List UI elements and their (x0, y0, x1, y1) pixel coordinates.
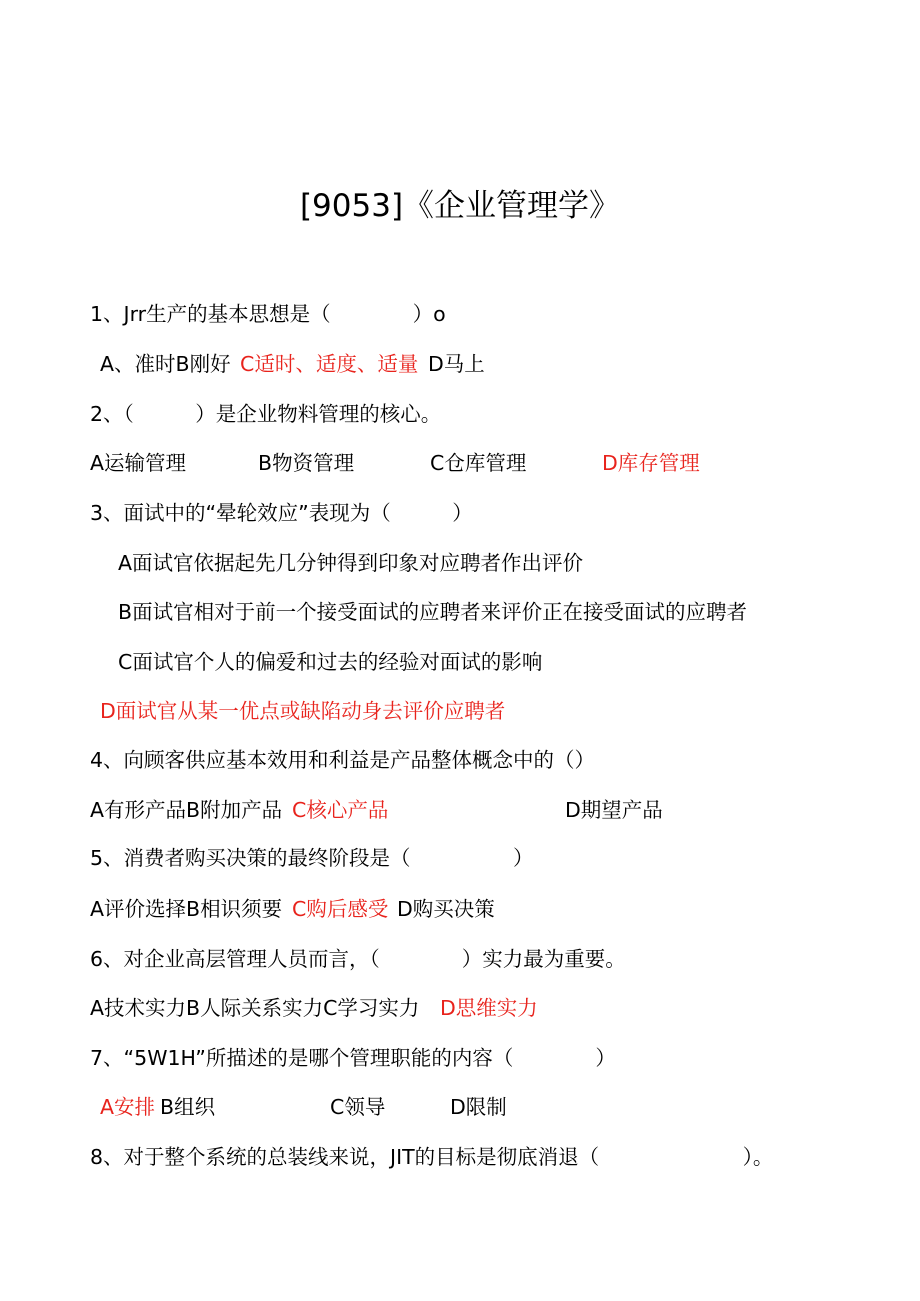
question-3-stem: 3、面试中的“晕轮效应”表现为（ ） (90, 501, 473, 525)
question-4-stem: 4、向顾客供应基本效用和利益是产品整体概念中的（） (90, 748, 596, 772)
question-3-option-c: C面试官个人的偏爱和过去的经验对面试的影响 (118, 650, 543, 674)
question-7-option-d: D限制 (450, 1095, 507, 1119)
question-7-stem: 7、“5W1H”所描述的是哪个管理职能的内容（ ） (90, 1046, 616, 1070)
document-title: [9053]《企业管理学》 (299, 188, 621, 224)
question-1-option-c-answer: C适时、适度、适量 (240, 352, 419, 376)
question-8-stem: 8、对于整个系统的总装线来说，JIT的目标是彻底消退（ ）。 (90, 1145, 774, 1169)
question-5-stem: 5、消费者购买决策的最终阶段是（ ） (90, 846, 534, 870)
question-4-option-d: D期望产品 (565, 798, 663, 822)
question-2-option-d-answer: D库存管理 (602, 451, 700, 475)
question-5-option-d: D购买决策 (397, 897, 495, 921)
question-6-option-abc: A技术实力B人际关系实力C学习实力 (90, 996, 420, 1020)
question-2-option-c: C仓库管理 (430, 451, 527, 475)
question-1-option-ab: A、准时B刚好 (100, 352, 231, 376)
question-3-option-b: B面试官相对于前一个接受面试的应聘者来评价正在接受面试的应聘者 (118, 600, 748, 624)
question-6-option-d-answer: D思维实力 (440, 996, 538, 1020)
question-5-option-ab: A评价选择B相识须要 (90, 897, 283, 921)
question-3-option-a: A面试官依据起先几分钟得到印象对应聘者作出评价 (118, 551, 584, 575)
question-5-option-c-answer: C购后感受 (292, 897, 389, 921)
question-1-option-d: D马上 (428, 352, 485, 376)
question-7-option-b: B组织 (160, 1095, 216, 1119)
question-2-stem: 2、（ ）是企业物料管理的核心。 (90, 402, 442, 426)
question-4-option-ab: A有形产品B附加产品 (90, 798, 283, 822)
question-4-option-c-answer: C核心产品 (292, 798, 389, 822)
question-7-option-a-answer: A安排 (100, 1095, 156, 1119)
question-2-option-b: B物资管理 (258, 451, 355, 475)
question-2-option-a: A运输管理 (90, 451, 187, 475)
question-6-stem: 6、对企业高层管理人员而言，（ ）实力最为重要。 (90, 947, 626, 971)
question-7-option-c: C领导 (330, 1095, 386, 1119)
question-3-option-d-answer: D面试官从某一优点或缺陷动身去评价应聘者 (100, 699, 506, 723)
question-1-stem: 1、Jrr生产的基本思想是（ ）o (90, 302, 446, 326)
